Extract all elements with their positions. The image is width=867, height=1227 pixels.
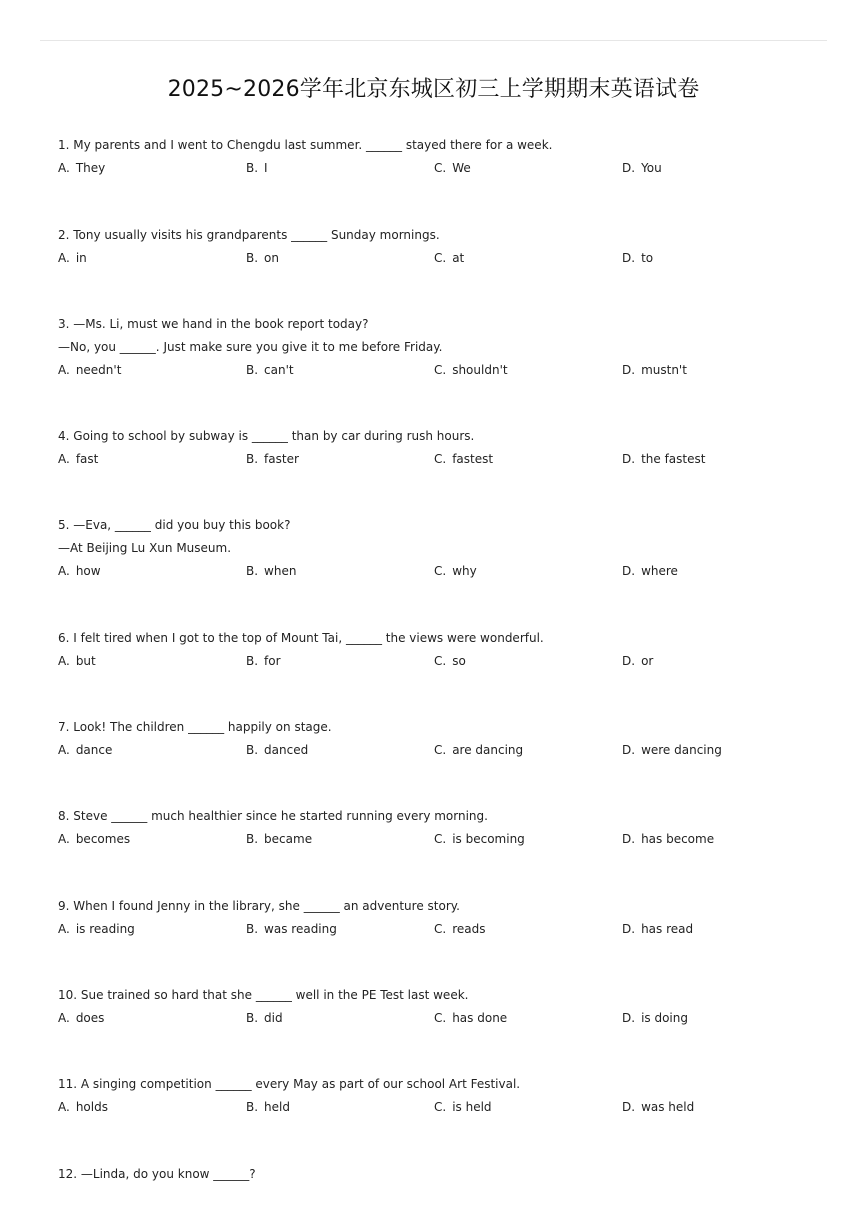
option-letter: A. bbox=[58, 654, 70, 668]
question-12 bbox=[58, 1163, 827, 1186]
question-4 bbox=[58, 425, 827, 471]
question-stem: 8. Steve ______ much healthier since he started running every morning. bbox=[58, 809, 488, 823]
option-letter: C. bbox=[434, 743, 447, 757]
answer-option bbox=[622, 359, 687, 382]
option-text: when bbox=[264, 564, 297, 578]
question-6 bbox=[58, 627, 827, 673]
answer-option bbox=[246, 650, 281, 673]
option-text: faster bbox=[264, 452, 299, 466]
option-letter: A. bbox=[58, 922, 70, 936]
answer-option bbox=[622, 739, 722, 762]
option-letter: D. bbox=[622, 363, 636, 377]
question-1 bbox=[58, 134, 827, 180]
option-letter: C. bbox=[434, 161, 447, 175]
option-letter: B. bbox=[246, 1011, 259, 1025]
option-text: becomes bbox=[75, 832, 131, 846]
option-text: mustn't bbox=[641, 363, 687, 377]
answer-option bbox=[58, 359, 121, 382]
option-text: has done bbox=[452, 1011, 508, 1025]
option-text: I bbox=[264, 161, 268, 175]
option-letter: B. bbox=[246, 452, 259, 466]
question-stem: 5. —Eva, ______ did you buy this book? bbox=[58, 518, 291, 532]
option-letter: B. bbox=[246, 564, 259, 578]
option-letter: B. bbox=[246, 1100, 259, 1114]
answer-option bbox=[434, 560, 477, 583]
option-text: so bbox=[452, 654, 466, 668]
question-5 bbox=[58, 514, 827, 583]
answer-option bbox=[246, 828, 312, 851]
option-text: can't bbox=[264, 363, 294, 377]
question-10 bbox=[58, 984, 827, 1030]
option-row bbox=[58, 650, 827, 673]
option-letter: C. bbox=[434, 564, 447, 578]
answer-option bbox=[434, 918, 485, 941]
option-row bbox=[58, 739, 827, 762]
answer-option bbox=[622, 918, 693, 941]
option-text: in bbox=[75, 251, 87, 265]
option-text: the fastest bbox=[641, 452, 706, 466]
answer-option bbox=[246, 739, 308, 762]
question-stem: —At Beijing Lu Xun Museum. bbox=[58, 541, 232, 555]
option-text: was reading bbox=[264, 922, 337, 936]
answer-option bbox=[622, 1007, 688, 1030]
option-letter: D. bbox=[622, 1011, 636, 1025]
option-text: or bbox=[641, 654, 654, 668]
option-text: has read bbox=[641, 922, 694, 936]
answer-option bbox=[58, 650, 96, 673]
option-letter: C. bbox=[434, 452, 447, 466]
answer-option bbox=[246, 157, 268, 180]
option-text: to bbox=[641, 251, 654, 265]
option-row bbox=[58, 1096, 827, 1119]
answer-option bbox=[58, 1007, 104, 1030]
question-stem: 9. When I found Jenny in the library, she ______ an adventure story. bbox=[58, 899, 460, 913]
answer-option bbox=[58, 828, 130, 851]
option-letter: D. bbox=[622, 832, 636, 846]
option-letter: C. bbox=[434, 922, 447, 936]
option-row bbox=[58, 918, 827, 941]
option-letter: A. bbox=[58, 1100, 70, 1114]
option-text: They bbox=[75, 161, 106, 175]
answer-option bbox=[434, 247, 464, 270]
option-text: is becoming bbox=[452, 832, 525, 846]
option-letter: D. bbox=[622, 922, 636, 936]
option-letter: C. bbox=[434, 832, 447, 846]
option-row bbox=[58, 560, 827, 583]
option-letter: C. bbox=[434, 251, 447, 265]
answer-option bbox=[58, 560, 101, 583]
answer-option bbox=[434, 1007, 507, 1030]
option-text: is held bbox=[452, 1100, 492, 1114]
option-letter: D. bbox=[622, 161, 636, 175]
option-letter: D. bbox=[622, 654, 636, 668]
option-letter: A. bbox=[58, 363, 70, 377]
question-stem: 4. Going to school by subway is ______ than by car during rush hours. bbox=[58, 429, 475, 443]
option-row bbox=[58, 359, 827, 382]
option-letter: B. bbox=[246, 363, 259, 377]
answer-option bbox=[246, 1007, 283, 1030]
option-letter: B. bbox=[246, 161, 259, 175]
answer-option bbox=[58, 247, 87, 270]
answer-option bbox=[246, 359, 294, 382]
answer-option bbox=[58, 918, 135, 941]
answer-option bbox=[58, 739, 112, 762]
question-8 bbox=[58, 805, 827, 851]
option-text: was held bbox=[641, 1100, 695, 1114]
question-stem: 2. Tony usually visits his grandparents ______ Sunday mornings. bbox=[58, 228, 440, 242]
answer-option bbox=[246, 1096, 290, 1119]
question-stem: 10. Sue trained so hard that she ______ well in the PE Test last week. bbox=[58, 988, 469, 1002]
option-letter: B. bbox=[246, 922, 259, 936]
page-title: 2025~2026学年北京东城区初三上学期期末英语试卷 bbox=[167, 77, 700, 102]
option-letter: C. bbox=[434, 654, 447, 668]
answer-option bbox=[58, 157, 105, 180]
option-letter: B. bbox=[246, 251, 259, 265]
option-letter: C. bbox=[434, 1011, 447, 1025]
question-3 bbox=[58, 313, 827, 382]
question-stem: 3. —Ms. Li, must we hand in the book report today? bbox=[58, 317, 369, 331]
question-9 bbox=[58, 895, 827, 941]
option-letter: B. bbox=[246, 743, 259, 757]
option-text: dance bbox=[75, 743, 113, 757]
answer-option bbox=[246, 918, 337, 941]
answer-option bbox=[434, 359, 508, 382]
option-text: has become bbox=[641, 832, 715, 846]
answer-option bbox=[434, 739, 523, 762]
option-text: how bbox=[75, 564, 101, 578]
option-text: shouldn't bbox=[452, 363, 508, 377]
answer-option bbox=[622, 1096, 694, 1119]
answer-option bbox=[58, 1096, 108, 1119]
answer-option bbox=[434, 157, 471, 180]
option-text: became bbox=[264, 832, 313, 846]
option-row bbox=[58, 1007, 827, 1030]
option-text: is doing bbox=[641, 1011, 688, 1025]
option-text: were dancing bbox=[641, 743, 722, 757]
question-2 bbox=[58, 224, 827, 270]
option-text: You bbox=[641, 161, 662, 175]
option-text: why bbox=[452, 564, 477, 578]
option-letter: B. bbox=[246, 832, 259, 846]
option-letter: C. bbox=[434, 1100, 447, 1114]
option-text: are dancing bbox=[452, 743, 524, 757]
option-letter: A. bbox=[58, 1011, 70, 1025]
option-row bbox=[58, 828, 827, 851]
option-letter: A. bbox=[58, 743, 70, 757]
question-stem: 11. A singing competition ______ every May as part of our school Art Festival. bbox=[58, 1077, 521, 1091]
option-text: fastest bbox=[452, 452, 494, 466]
option-letter: A. bbox=[58, 251, 70, 265]
answer-option bbox=[622, 448, 705, 471]
option-text: fast bbox=[75, 452, 99, 466]
answer-option bbox=[622, 560, 678, 583]
option-text: did bbox=[264, 1011, 283, 1025]
answer-option bbox=[434, 1096, 492, 1119]
answer-option bbox=[622, 247, 653, 270]
answer-option bbox=[622, 157, 662, 180]
option-letter: B. bbox=[246, 654, 259, 668]
option-row bbox=[58, 157, 827, 180]
option-letter: C. bbox=[434, 363, 447, 377]
question-7 bbox=[58, 716, 827, 762]
option-letter: D. bbox=[622, 564, 636, 578]
top-divider bbox=[40, 40, 827, 41]
question-stem: 6. I felt tired when I got to the top of Mount Tai, ______ the views were wonderful. bbox=[58, 631, 544, 645]
answer-option bbox=[434, 448, 493, 471]
answer-option bbox=[246, 448, 299, 471]
answer-option bbox=[622, 650, 653, 673]
option-row bbox=[58, 448, 827, 471]
option-letter: A. bbox=[58, 564, 70, 578]
answer-option bbox=[434, 650, 466, 673]
option-row bbox=[58, 247, 827, 270]
answer-option bbox=[434, 828, 525, 851]
option-letter: D. bbox=[622, 1100, 636, 1114]
option-letter: A. bbox=[58, 832, 70, 846]
question-stem: —No, you ______. Just make sure you give it to me before Friday. bbox=[58, 340, 443, 354]
option-letter: D. bbox=[622, 743, 636, 757]
option-text: where bbox=[641, 564, 678, 578]
question-stem: 1. My parents and I went to Chengdu last summer. ______ stayed there for a week. bbox=[58, 138, 553, 152]
option-letter: A. bbox=[58, 161, 70, 175]
option-letter: D. bbox=[622, 251, 636, 265]
option-text: needn't bbox=[75, 363, 122, 377]
option-text: does bbox=[75, 1011, 105, 1025]
option-text: for bbox=[264, 654, 281, 668]
question-stem: 12. —Linda, do you know ______? bbox=[58, 1167, 256, 1181]
answer-option bbox=[246, 560, 296, 583]
option-text: reads bbox=[452, 922, 486, 936]
option-text: We bbox=[452, 161, 471, 175]
option-text: holds bbox=[75, 1100, 108, 1114]
option-text: but bbox=[75, 654, 96, 668]
option-text: danced bbox=[264, 743, 309, 757]
option-letter: A. bbox=[58, 452, 70, 466]
option-letter: D. bbox=[622, 452, 636, 466]
option-text: on bbox=[264, 251, 279, 265]
answer-option bbox=[622, 828, 714, 851]
answer-option bbox=[58, 448, 98, 471]
question-11 bbox=[58, 1073, 827, 1119]
option-text: held bbox=[264, 1100, 290, 1114]
option-text: at bbox=[452, 251, 465, 265]
option-text: is reading bbox=[75, 922, 135, 936]
question-stem: 7. Look! The children ______ happily on stage. bbox=[58, 720, 332, 734]
answer-option bbox=[246, 247, 279, 270]
